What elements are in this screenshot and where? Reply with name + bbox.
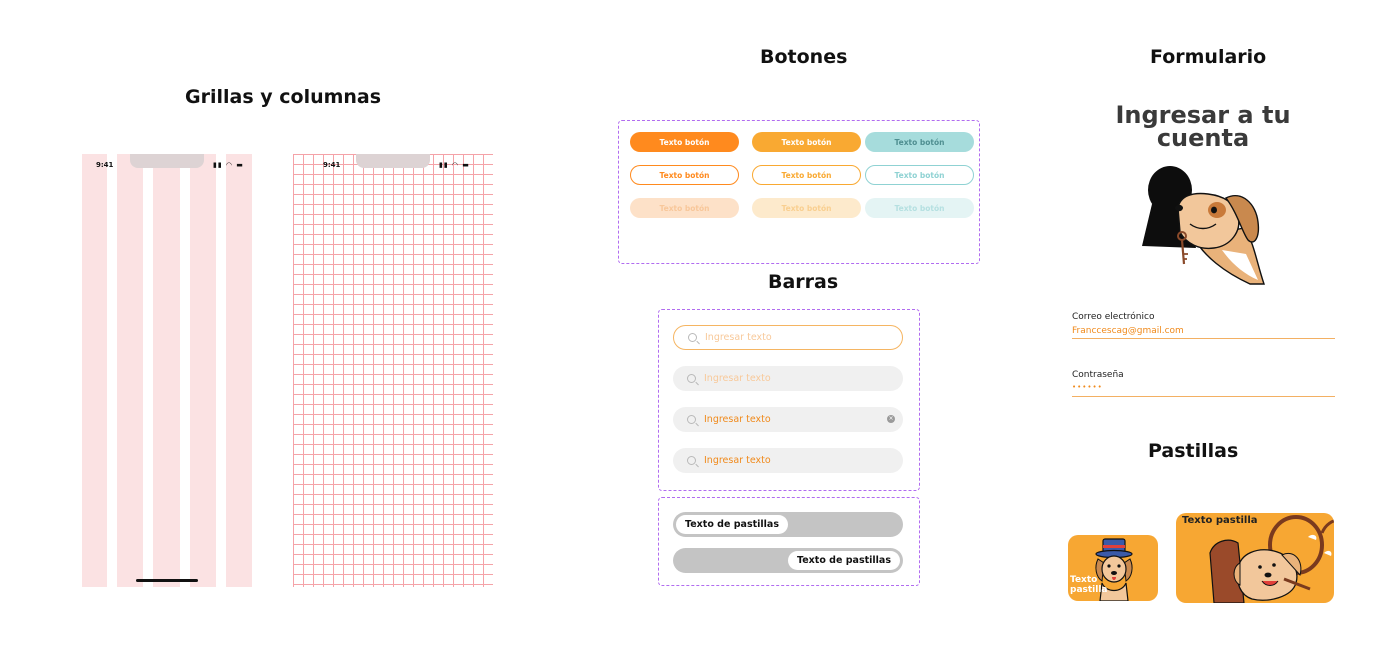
primary-button-amber[interactable]: Texto botón [752, 132, 861, 152]
search-input-filled[interactable] [673, 448, 903, 473]
primary-button-orange[interactable]: Texto botón [630, 132, 739, 152]
outline-button-teal[interactable]: Texto botón [865, 165, 974, 185]
search-input-default[interactable] [673, 366, 903, 391]
column-stripe [82, 154, 107, 587]
password-field[interactable]: •••••• [1072, 383, 1103, 391]
login-title: Ingresar a tu cuenta [1115, 101, 1291, 152]
outline-button-amber[interactable]: Texto botón [752, 165, 861, 185]
clear-icon[interactable]: × [888, 415, 894, 422]
email-field[interactable]: Franccescag@gmail.com [1072, 326, 1184, 336]
password-underline [1072, 396, 1335, 397]
status-time: 9:41 [323, 161, 341, 169]
phone-square-grid [293, 154, 493, 587]
search-icon [687, 456, 696, 465]
dog-on-chair-illustration [1204, 513, 1334, 603]
search-icon [688, 333, 697, 342]
pill-toggle-left[interactable] [673, 512, 903, 537]
pill-card-large[interactable] [1176, 513, 1334, 603]
column-stripe [153, 154, 180, 587]
form-section-title: Formulario [1150, 46, 1267, 68]
email-underline [1072, 338, 1335, 339]
search-icon [687, 374, 696, 383]
status-icons: ▮▮ ◠ ▬ [439, 161, 470, 169]
column-stripe [226, 154, 252, 587]
pill-toggle-right[interactable] [673, 548, 903, 573]
search-icon [687, 415, 696, 424]
primary-button-teal[interactable]: Texto botón [865, 132, 974, 152]
buttons-section-title: Botones [760, 46, 848, 68]
status-time: 9:41 [96, 161, 114, 169]
disabled-button-orange[interactable]: Texto botón [630, 198, 739, 218]
status-icons: ▮▮ ◠ ▬ [213, 161, 244, 169]
search-value: Ingresar texto [704, 414, 771, 425]
password-label: Contraseña [1072, 370, 1124, 380]
disabled-button-amber[interactable]: Texto botón [752, 198, 861, 218]
pill-toggle-knob: Texto de pastillas [788, 551, 900, 570]
search-value: Ingresar texto [704, 455, 771, 466]
column-stripe [190, 154, 216, 587]
search-placeholder: Ingresar texto [705, 332, 772, 343]
keyhole-dog-illustration [1138, 160, 1268, 286]
home-indicator [136, 579, 198, 582]
column-stripe [117, 154, 143, 587]
search-input-filled-clearable[interactable] [673, 407, 903, 432]
pills-section-title: Pastillas [1148, 440, 1239, 462]
pill-label-large: Texto pastilla [1182, 515, 1258, 526]
disabled-button-teal[interactable]: Texto botón [865, 198, 974, 218]
phone-notch [130, 154, 204, 168]
phone-column-grid [82, 154, 252, 587]
pill-card-small[interactable] [1068, 535, 1158, 601]
pill-label-small: Texto pastilla [1070, 575, 1108, 595]
bars-section-title: Barras [768, 271, 839, 293]
pill-toggle-knob: Texto de pastillas [676, 515, 788, 534]
search-input-focused[interactable] [673, 325, 903, 350]
email-label: Correo electrónico [1072, 312, 1155, 322]
phone-notch [356, 154, 430, 168]
grids-section-title: Grillas y columnas [185, 86, 382, 108]
search-placeholder: Ingresar texto [704, 373, 771, 384]
outline-button-orange[interactable]: Texto botón [630, 165, 739, 185]
